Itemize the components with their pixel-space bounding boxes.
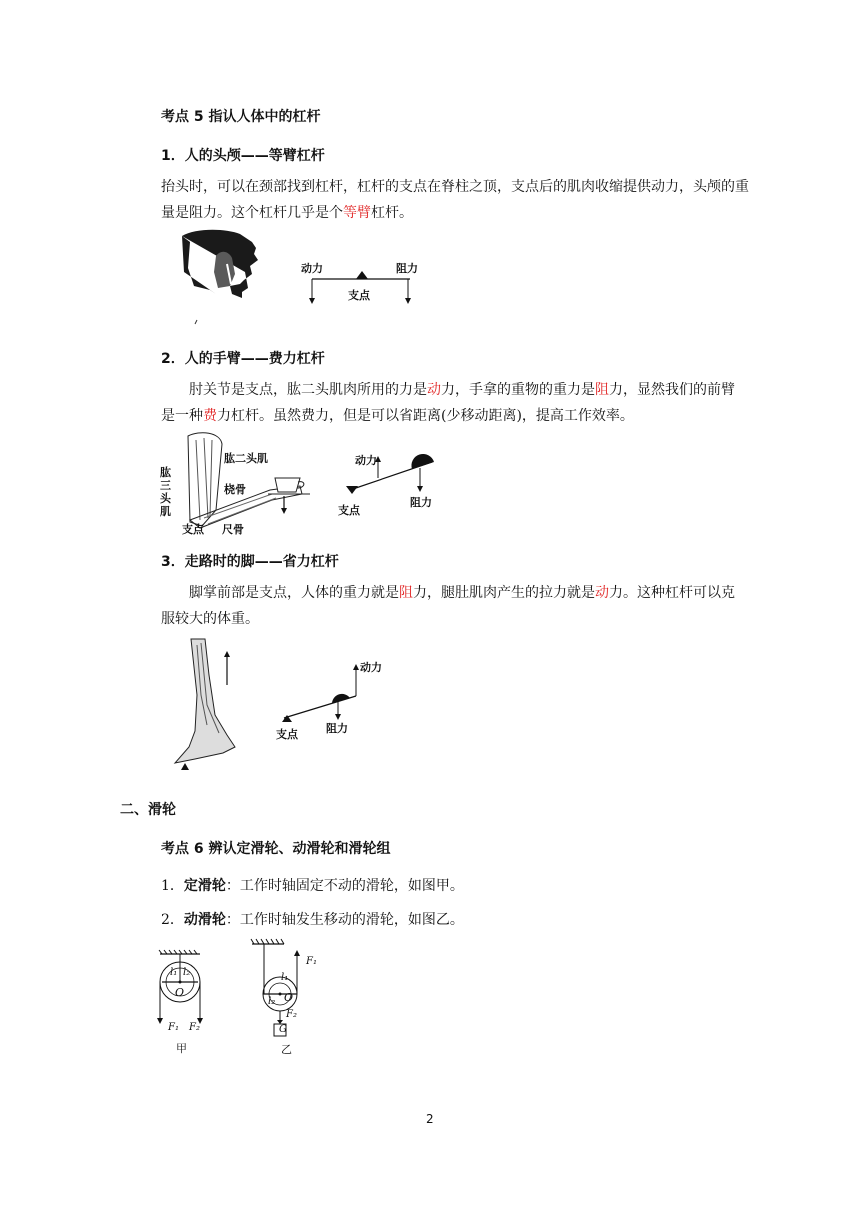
movable-pulley-item: 2．动滑轮：工作时轴发生移动的滑轮，如图乙。: [161, 912, 464, 928]
foot-lever-heading: 3．走路时的脚——省力杠杆: [161, 554, 339, 570]
figA-o-label: O: [175, 986, 185, 999]
section-6-title: 考点 6 辨认定滑轮、动滑轮和滑轮组: [161, 841, 391, 857]
foot-lever-paragraph: 脚掌前部是支点，人体的重力就是阻力，腿肚肌肉产生的拉力就是动力。这种杠杆可以克服较大的体重。: [161, 585, 735, 627]
fig2-load-label: 阻力: [410, 496, 432, 509]
figB-caption: 乙: [281, 1043, 292, 1056]
fig1-effort-label: 动力: [301, 262, 323, 275]
head-silhouette-image: [180, 228, 265, 328]
fig3-effort-label: 动力: [360, 661, 382, 674]
foot-anatomy-image: [165, 635, 245, 775]
figB-l2-label: l₂: [268, 996, 276, 1007]
fig2-fulcrum-label: 支点: [338, 504, 360, 517]
fixed-pulley-item: 1．定滑轮：工作时轴固定不动的滑轮，如图甲。: [161, 878, 464, 894]
figA-f2-label: F₂: [189, 1022, 200, 1033]
figB-l1-label: l₁: [281, 972, 289, 983]
ulna-label: 尺骨: [222, 523, 244, 536]
radius-label: 桡骨: [224, 483, 246, 496]
figB-f1-label: F₁: [306, 956, 317, 967]
figA-l2-label: l₂: [183, 967, 191, 978]
biceps-label: 肱二头肌: [224, 452, 268, 465]
figA-caption: 甲: [176, 1042, 187, 1055]
triceps-label: 肱三头肌: [160, 466, 171, 518]
figB-o-label: O: [284, 991, 294, 1004]
fig1-fulcrum-label: 支点: [348, 289, 370, 302]
figB-g-label: G: [279, 1024, 287, 1035]
figA-l1-label: l₁: [170, 967, 178, 978]
head-lever-paragraph: 抬头时，可以在颈部找到杠杆，杠杆的支点在脊柱之顶，支点后的肌肉收缩提供动力，头颅的重量是阻力。这个杠杆几乎是个等臂杠杆。: [161, 179, 749, 221]
figA-f1-label: F₁: [168, 1022, 179, 1033]
section-pulley-title: 二、滑轮: [120, 802, 176, 818]
fig3-fulcrum-label: 支点: [276, 728, 298, 741]
elbow-fulcrum-label: 支点: [182, 523, 204, 536]
arm-lever-paragraph: 肘关节是支点，肱二头肌肉所用的力是动力，手拿的重物的重力是阻力，显然我们的前臂是一种费力杠杆。虽然费力，但是可以省距离(少移动距离)，提高工作效率。: [161, 382, 735, 424]
page-number: 2: [426, 1112, 434, 1126]
figB-f2-label: F₂: [286, 1009, 297, 1020]
fig2-effort-label: 动力: [355, 454, 377, 467]
arm-lever-heading: 2．人的手臂——费力杠杆: [161, 351, 325, 367]
section-5-title: 考点 5 指认人体中的杠杆: [161, 109, 321, 125]
fig1-load-label: 阻力: [396, 262, 418, 275]
head-lever-heading: 1．人的头颅——等臂杠杆: [161, 148, 325, 164]
fig3-load-label: 阻力: [326, 722, 348, 735]
